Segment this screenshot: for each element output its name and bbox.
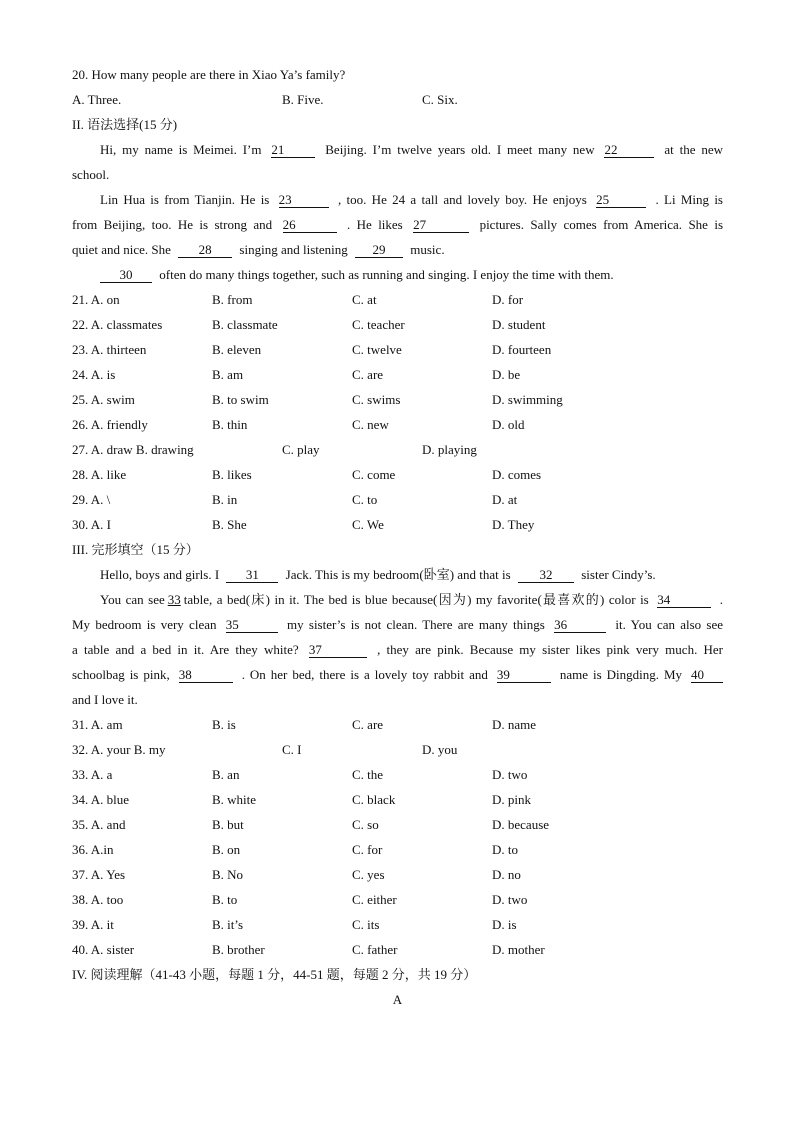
blank-40: 40	[691, 667, 723, 683]
blank-25: 25	[596, 192, 646, 208]
option-b: B. classmate	[212, 317, 278, 332]
text: Lin Hua is from Tianjin. He is	[100, 192, 270, 207]
section-4-subtitle: A	[392, 992, 403, 1007]
option-d: D. two	[492, 767, 528, 782]
text: music.	[410, 242, 445, 257]
option-b: B. is	[212, 717, 236, 732]
option-a: 25. A. swim	[72, 392, 135, 407]
option-b: B. brother	[212, 942, 265, 957]
option-b: B. to swim	[212, 392, 269, 407]
option-d: D. for	[492, 292, 524, 307]
option-ab: 32. A. your B. my	[72, 742, 166, 757]
blank-27: 27	[413, 217, 469, 233]
question-row	[72, 837, 723, 862]
question-row-32	[72, 737, 723, 762]
passage-2-line-3	[72, 187, 723, 212]
option-a: 30. A. I	[72, 517, 111, 532]
question-row	[72, 762, 723, 787]
option-c: C. play	[282, 442, 320, 457]
question-row	[72, 937, 723, 962]
question-row	[72, 412, 723, 437]
passage-3-line-2	[72, 587, 723, 612]
section-3-questions	[72, 712, 723, 962]
section-3-title: III. 完形填空（15 分）	[72, 542, 199, 557]
option-b: B. an	[212, 767, 240, 782]
option-d: D. because	[492, 817, 550, 832]
option-b: B. thin	[212, 417, 248, 432]
option-b: B. am	[212, 367, 244, 382]
option-b: B. it’s	[212, 917, 244, 932]
text: a table and a bed in it. Are they white?	[72, 642, 299, 657]
option-d: D. at	[492, 492, 518, 507]
option-a: 29. A. \	[72, 492, 111, 507]
text: . On her bed, there is a lovely toy rabbit and	[241, 667, 488, 682]
text: it. You can also see	[615, 617, 724, 632]
option-d: D. mother	[492, 942, 545, 957]
passage-3-line-5	[72, 662, 723, 687]
passage-3-line-4	[72, 637, 723, 662]
question-row	[72, 337, 723, 362]
option-b: B. No	[212, 867, 244, 882]
option-c: C. either	[352, 892, 397, 907]
option-c: C. father	[352, 942, 398, 957]
option-a: 35. A. and	[72, 817, 126, 832]
question-row	[72, 312, 723, 337]
option-c: C. teacher	[352, 317, 405, 332]
option-a: 21. A. on	[72, 292, 120, 307]
option-c: C. We	[352, 517, 384, 532]
question-row-27	[72, 437, 723, 462]
text: You can see	[100, 592, 165, 607]
question-row	[72, 387, 723, 412]
text: , too. He 24 a tall and lovely boy. He enjoys	[337, 192, 587, 207]
option-d: D. is	[492, 917, 517, 932]
text: schoolbag is pink,	[72, 667, 170, 682]
option-d: D. fourteen	[492, 342, 552, 357]
option-c: C. are	[352, 717, 384, 732]
section-2-title: II. 语法选择(15 分)	[72, 117, 178, 132]
question-row	[72, 887, 723, 912]
blank-30: 30	[100, 267, 152, 283]
option-a: A. Three.	[72, 92, 122, 107]
exam-page	[72, 62, 723, 1012]
option-c: C. at	[352, 292, 377, 307]
option-a: 38. A. too	[72, 892, 124, 907]
option-d: D. swimming	[492, 392, 563, 407]
text: singing and listening	[239, 242, 348, 257]
passage-2-line-2: school.	[72, 167, 110, 182]
text: at the new	[664, 142, 724, 157]
blank-32: 32	[518, 567, 574, 583]
option-c: C. swims	[352, 392, 401, 407]
option-b: B. from	[212, 292, 253, 307]
passage-2-line-5	[72, 237, 723, 262]
text: Jack. This is my bedroom(卧室) and that is	[285, 567, 511, 582]
text: from Beijing, too. He is strong and	[72, 217, 273, 232]
blank-35: 35	[226, 617, 278, 633]
question-row	[72, 862, 723, 887]
option-d: D. playing	[422, 442, 477, 457]
option-a: 28. A. like	[72, 467, 127, 482]
option-d: D. two	[492, 892, 528, 907]
question-row	[72, 787, 723, 812]
option-a: 24. A. is	[72, 367, 116, 382]
option-c: C. are	[352, 367, 384, 382]
passage-2-line-4	[72, 212, 723, 237]
option-b: B. white	[212, 792, 257, 807]
option-c: C. so	[352, 817, 379, 832]
option-a: 23. A. thirteen	[72, 342, 147, 357]
option-c: C. come	[352, 467, 396, 482]
option-c: C. to	[352, 492, 378, 507]
option-a: 39. A. it	[72, 917, 114, 932]
text: My bedroom is very clean	[72, 617, 217, 632]
option-c: C. black	[352, 792, 396, 807]
option-b: B. in	[212, 492, 238, 507]
option-c: C. Six.	[422, 92, 458, 107]
text: . Li Ming is	[655, 192, 723, 207]
blank-22: 22	[604, 142, 654, 158]
text: , they are pink. Because my sister likes pink very much. Her	[377, 642, 724, 657]
option-c: C. I	[282, 742, 302, 757]
option-d: D. pink	[492, 792, 531, 807]
option-c: C. for	[352, 842, 383, 857]
option-b: B. to	[212, 892, 238, 907]
text: pictures. Sally comes from America. She is	[479, 217, 724, 232]
text: . He likes	[346, 217, 403, 232]
option-d: D. to	[492, 842, 518, 857]
option-c: C. yes	[352, 867, 385, 882]
question-row	[72, 487, 723, 512]
text: quiet and nice. She	[72, 242, 171, 257]
option-d: D. student	[492, 317, 546, 332]
question-row	[72, 512, 723, 537]
option-d: D. no	[492, 867, 521, 882]
section-4-title: IV. 阅读理解（41-43 小题，每题 1 分，44-51 题，每题 2 分，共 19 分）	[72, 967, 477, 982]
option-d: D. be	[492, 367, 521, 382]
passage-2-line-1	[72, 137, 723, 162]
text: my sister’s is not clean. There are many things	[287, 617, 545, 632]
question-row	[72, 462, 723, 487]
blank-26: 26	[283, 217, 337, 233]
option-d: D. comes	[492, 467, 542, 482]
question-row	[72, 912, 723, 937]
passage-3-line-1	[72, 562, 723, 587]
blank-31: 31	[226, 567, 278, 583]
text: Beijing. I’m twelve years old. I meet many new	[325, 142, 595, 157]
option-c: C. new	[352, 417, 389, 432]
passage-3-line-3	[72, 612, 723, 637]
blank-37: 37	[309, 642, 367, 658]
option-c: C. twelve	[352, 342, 402, 357]
text: Hello, boys and girls. I	[100, 567, 220, 582]
blank-29: 29	[355, 242, 403, 258]
option-a: 34. A. blue	[72, 792, 130, 807]
option-b: B. likes	[212, 467, 252, 482]
option-d: D. name	[492, 717, 537, 732]
option-c: C. its	[352, 917, 380, 932]
blank-33: 33	[167, 592, 181, 607]
option-b: B. on	[212, 842, 241, 857]
blank-34: 34	[657, 592, 711, 608]
question-row	[72, 287, 723, 312]
option-a: 31. A. am	[72, 717, 123, 732]
option-d: D. old	[492, 417, 525, 432]
option-d: D. They	[492, 517, 535, 532]
option-d: D. you	[422, 742, 458, 757]
blank-38: 38	[179, 667, 233, 683]
passage-3-line-6: and I love it.	[72, 692, 138, 707]
option-a: 36. A.in	[72, 842, 114, 857]
option-a: 33. A. a	[72, 767, 113, 782]
option-a: 37. A. Yes	[72, 867, 126, 882]
passage-2-line-6	[72, 262, 723, 287]
text: .	[719, 592, 724, 607]
section-2-questions	[72, 287, 723, 537]
question-20: 20. How many people are there in Xiao Ya’s family?	[72, 67, 346, 82]
blank-39: 39	[497, 667, 551, 683]
option-a: 40. A. sister	[72, 942, 135, 957]
option-a: 22. A. classmates	[72, 317, 163, 332]
blank-28: 28	[178, 242, 232, 258]
option-a: 26. A. friendly	[72, 417, 148, 432]
question-row	[72, 812, 723, 837]
question-20-options	[72, 87, 723, 112]
text: Hi, my name is Meimei. I’m	[100, 142, 262, 157]
text: name is Dingding. My	[559, 667, 683, 682]
question-row	[72, 712, 723, 737]
text: table, a bed(床) in it. The bed is blue because(因为) my favorite(最喜欢的) color is	[183, 592, 649, 607]
option-b: B. but	[212, 817, 244, 832]
option-c: C. the	[352, 767, 384, 782]
option-ab: 27. A. draw B. drawing	[72, 442, 194, 457]
blank-23: 23	[279, 192, 329, 208]
option-b: B. eleven	[212, 342, 262, 357]
question-row	[72, 362, 723, 387]
option-b: B. She	[212, 517, 247, 532]
text: sister Cindy’s.	[581, 567, 656, 582]
option-b: B. Five.	[282, 92, 324, 107]
blank-36: 36	[554, 617, 606, 633]
blank-21: 21	[271, 142, 315, 158]
text: often do many things together, such as running and singing. I enjoy the time with them.	[159, 267, 614, 282]
